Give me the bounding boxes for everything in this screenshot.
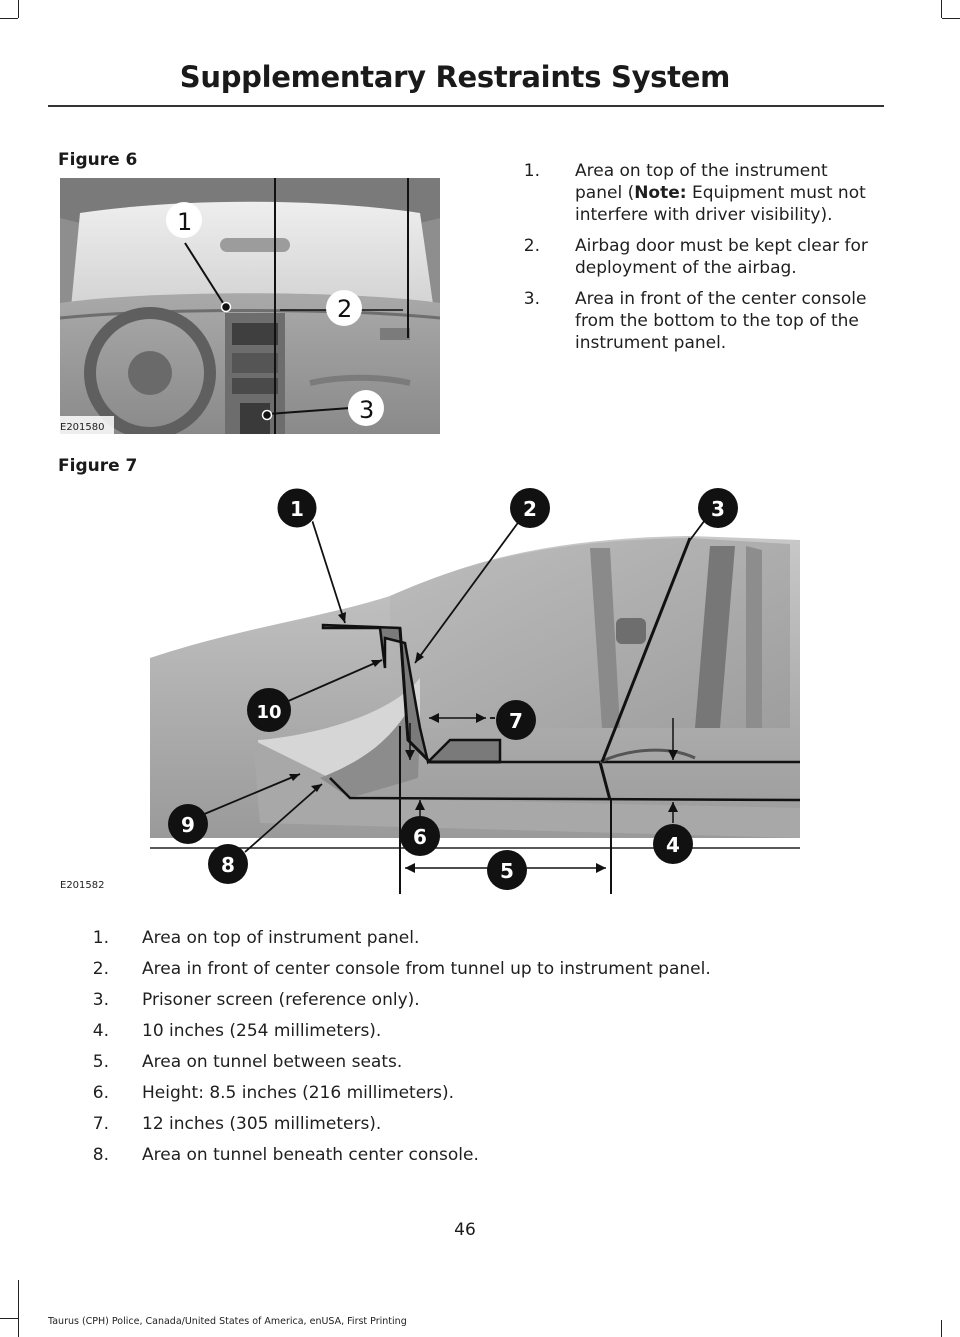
item-text: 12 inches (305 millimeters). — [142, 1114, 382, 1134]
figure-7-callout: 9 — [181, 813, 195, 837]
item-number: 7. — [92, 1114, 109, 1134]
figure-7-code: E201582 — [60, 880, 105, 891]
figure-7-label: Figure 7 — [58, 456, 138, 476]
item-text: Area in front of the center console from the bottom to the top of the instrument panel. — [575, 289, 867, 353]
item-number: 3. — [92, 990, 109, 1010]
item-number: 2. — [92, 959, 109, 979]
figure-7-callout: 8 — [221, 853, 235, 877]
list-item — [80, 1144, 840, 1175]
item-text: Area on tunnel between seats. — [142, 1052, 403, 1072]
item-number: 2. — [523, 236, 540, 256]
header-rule — [48, 105, 884, 107]
figure-7-callout: 2 — [523, 497, 537, 521]
item-number: 8. — [92, 1145, 109, 1165]
list-item — [80, 989, 840, 1020]
item-text: Area on top of instrument panel. — [142, 928, 420, 948]
figure-6-label: Figure 6 — [58, 150, 138, 170]
list-item — [80, 927, 840, 958]
item-text: Prisoner screen (reference only). — [142, 990, 420, 1010]
footer-text: Taurus (CPH) Police, Canada/United States of America, enUSA, First Printing — [48, 1316, 407, 1327]
figure-7-callout: 7 — [509, 709, 523, 733]
note-label: Note: — [634, 183, 687, 203]
item-text: Area on top of the instrument panel ( — [575, 161, 828, 203]
figure-6-callout: 2 — [337, 295, 353, 323]
crop-mark — [941, 1320, 942, 1337]
list-item — [80, 1113, 840, 1144]
figure-7-callout: 6 — [413, 825, 427, 849]
crop-mark — [0, 1318, 18, 1319]
figure-7-callout: 3 — [711, 497, 725, 521]
figure-7-callout: 5 — [500, 859, 514, 883]
item-number: 5. — [92, 1052, 109, 1072]
item-number: 4. — [92, 1021, 109, 1041]
list-item — [80, 1051, 840, 1082]
crop-mark — [18, 1280, 19, 1337]
crop-mark — [941, 0, 942, 18]
list-item — [510, 235, 880, 279]
crop-mark — [0, 18, 18, 19]
item-text: Area on tunnel beneath center console. — [142, 1145, 479, 1165]
item-number: 1. — [92, 928, 109, 948]
figure-6-list — [510, 160, 880, 363]
item-number: 6. — [92, 1083, 109, 1103]
item-number: 3. — [523, 289, 540, 309]
figure-6-illustration — [60, 178, 440, 434]
figure-7-callout: 1 — [290, 497, 304, 521]
list-item — [80, 958, 840, 989]
item-number: 1. — [523, 161, 540, 181]
crop-mark — [18, 0, 19, 18]
figure-6-callout: 1 — [177, 208, 193, 236]
page-title: Supplementary Restraints System — [179, 60, 730, 94]
list-item — [80, 1082, 840, 1113]
list-item — [510, 288, 880, 354]
crop-mark — [942, 18, 960, 19]
item-text: Airbag door must be kept clear for deployment of the airbag. — [575, 236, 868, 278]
figure-6-callout: 3 — [359, 396, 375, 424]
item-text: Height: 8.5 inches (216 millimeters). — [142, 1083, 455, 1103]
list-item — [80, 1020, 840, 1051]
page-number: 46 — [454, 1220, 476, 1240]
list-item — [510, 160, 880, 226]
figure-7-callout: 4 — [666, 833, 680, 857]
figure-7-list — [80, 927, 840, 1175]
item-text: Area in front of center console from tunnel up to instrument panel. — [142, 959, 711, 979]
item-text-continued: Equipment must not interfere with driver visibility). — [575, 183, 866, 225]
item-text: 10 inches (254 millimeters). — [142, 1021, 382, 1041]
figure-7-illustration — [150, 478, 810, 894]
figure-7-callout: 10 — [256, 702, 282, 723]
figure-6-code: E201580 — [60, 422, 105, 433]
